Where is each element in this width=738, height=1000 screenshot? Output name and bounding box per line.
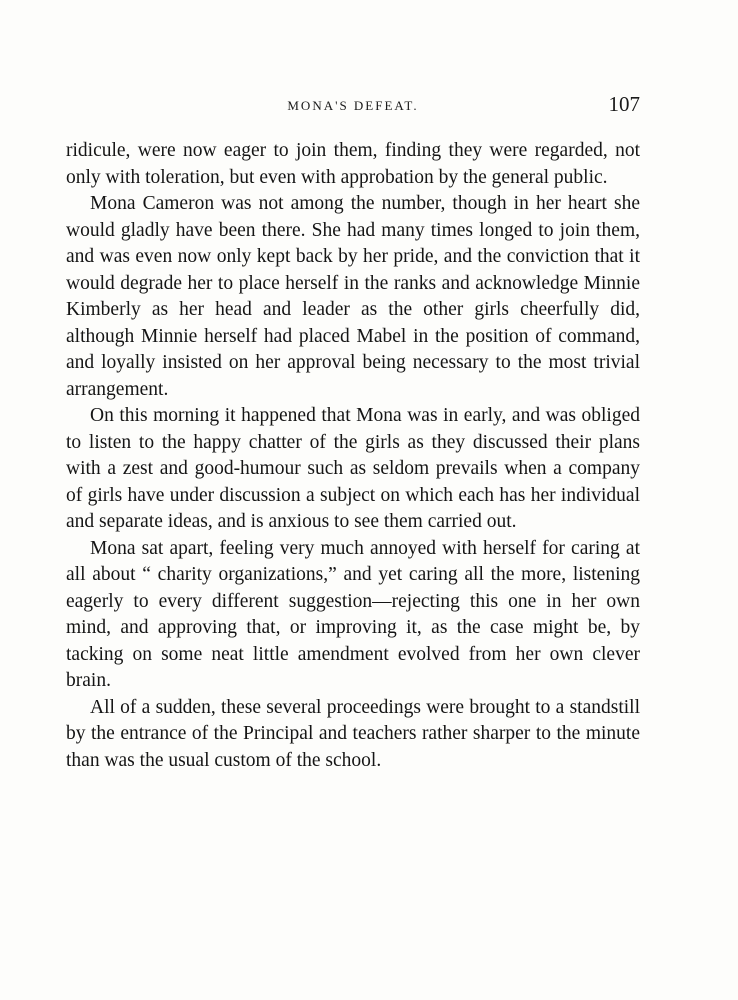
running-title: MONA'S DEFEAT. bbox=[287, 98, 419, 113]
paragraph: Mona sat apart, feeling very much annoyed with herself for caring at all about “ charity organizations,” and yet caring all the more, listening eagerly to every different suggestion—rejecting this one in her own mind, and approving that, or improving it, as the case might be, by tacking on some neat little amendment evolved from her own clever brain. bbox=[66, 537, 640, 691]
paragraph: Mona Cameron was not among the number, though in her heart she would gladly have been there. She had many times longed to join them, and was even now only kept back by her pride, and the conviction that it would degrade her to place herself in the ranks and acknowledge Minnie Kimberly as her head and leader as the other girls cheerfully did, although Minnie herself had placed Mabel in the position of command, and loyally insisted on her approval being necessary to the most trivial arrangement. bbox=[66, 193, 640, 400]
running-head bbox=[66, 92, 640, 120]
page-number: 107 bbox=[608, 92, 640, 116]
paragraph: On this morning it happened that Mona was in early, and was obliged to listen to the happy chatter of the girls as they discussed their plans with a zest and good-humour such as seldom prevails when a company of girls have under discussion a subject on which each has her individual and separate ideas, and is anxious to see them carried out. bbox=[66, 405, 640, 532]
body-text bbox=[66, 138, 640, 774]
paragraph: All of a sudden, these several proceedings were brought to a standstill by the entrance of the Principal and teachers rather sharper to the minute than was the usual custom of the school. bbox=[66, 696, 640, 771]
paragraph-continued: ridicule, were now eager to join them, finding they were regarded, not only with toleration, but even with approbation by the general public. bbox=[66, 140, 640, 188]
